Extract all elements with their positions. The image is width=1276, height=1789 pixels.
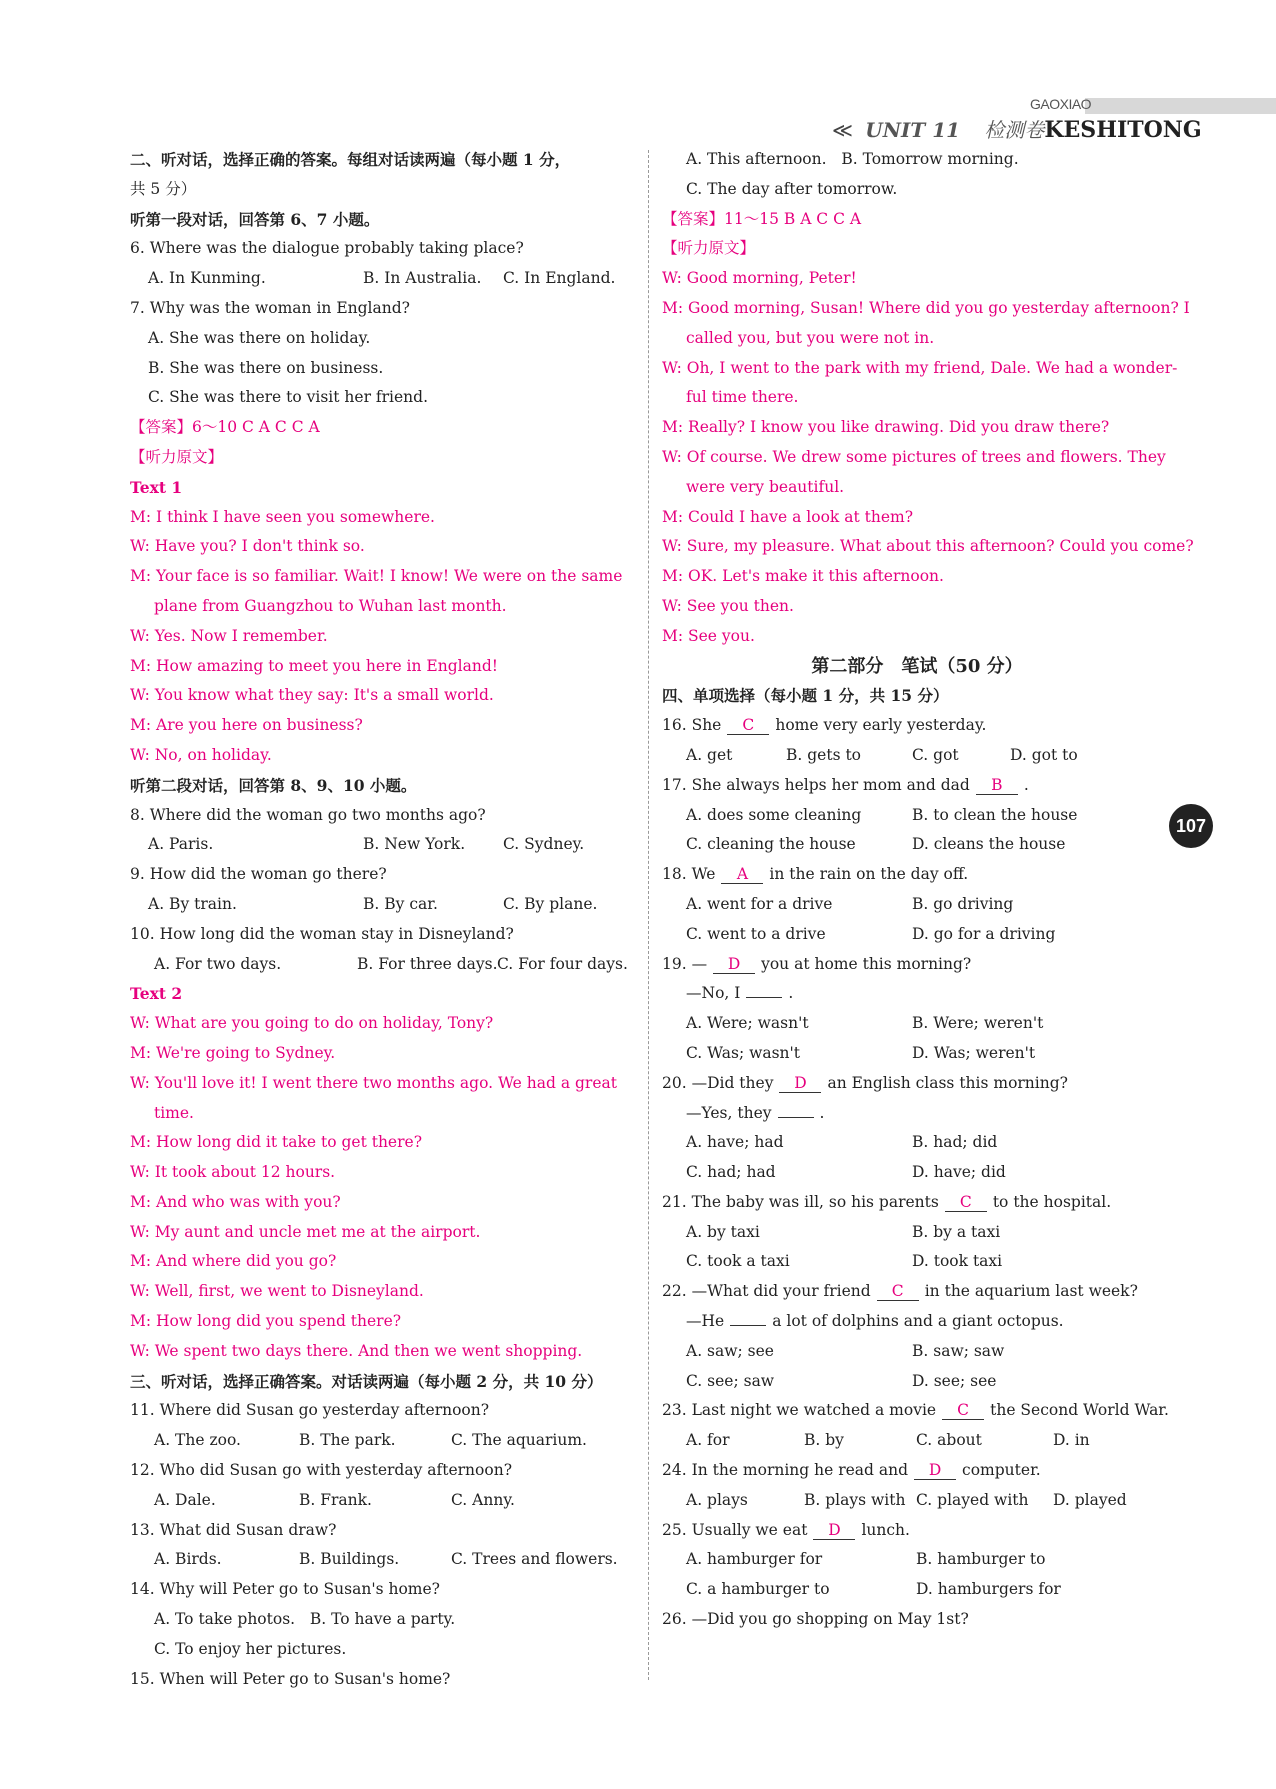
question: 12. Who did Susan go with yesterday afternoon? — [130, 1461, 512, 1480]
option: C. Anny. — [451, 1490, 515, 1509]
option: B. New York. — [363, 835, 466, 854]
script-line: called you, but you were not in. — [686, 328, 935, 347]
left-column — [130, 145, 635, 1694]
answer-blank: C — [942, 1401, 984, 1420]
script-line: W: Good morning, Peter! — [662, 269, 857, 288]
options: A. hamburger for B. hamburger to — [686, 1550, 1046, 1569]
option: C. By plane. — [503, 894, 598, 913]
option: C. She was there to visit her friend. — [148, 388, 429, 407]
column-divider — [648, 150, 649, 1680]
question: 19. — D you at home this morning? — [662, 954, 972, 973]
unit-label: UNIT 11 — [865, 118, 961, 142]
options: A. saw; see B. saw; saw — [686, 1341, 1005, 1360]
section-title: 二、听对话，选择正确的答案。每组对话读两遍（每小题 1 分， — [130, 150, 571, 169]
question: 10. How long did the woman stay in Disneyland? — [130, 924, 514, 943]
question: 20. —Did they D an English class this morning? — [662, 1073, 1068, 1092]
answer-key: 【答案】6～10 C A C C A — [130, 418, 320, 437]
answer-blank: C — [945, 1193, 987, 1212]
option: B. In Australia. — [363, 269, 482, 288]
script-line: W: You know what they say: It's a small world. — [130, 686, 494, 705]
answer-blank: D — [713, 955, 755, 974]
script-line: W: See you then. — [662, 596, 794, 615]
script-line: time. — [154, 1103, 194, 1122]
question: 18. We A in the rain on the day off. — [662, 865, 969, 884]
question: 11. Where did Susan go yesterday afternoon? — [130, 1401, 490, 1420]
question: 8. Where did the woman go two months ago? — [130, 805, 486, 824]
options: A. does some cleaning B. to clean the house — [686, 805, 1078, 824]
options: C. see; saw D. see; see — [686, 1371, 997, 1390]
script-line: W: We spent two days there. And then we went shopping. — [130, 1341, 583, 1360]
option: A. By train. — [148, 894, 237, 913]
answer-key: 【答案】11～15 B A C C A — [662, 209, 862, 228]
options — [130, 890, 635, 920]
script-line: W: Have you? I don't think so. — [130, 537, 365, 556]
header-small-text: GAOXIAO — [1030, 96, 1092, 112]
empty-blank — [778, 1117, 814, 1118]
options: A. Were; wasn't B. Were; weren't — [686, 1014, 1044, 1033]
option: C. To enjoy her pictures. — [154, 1639, 347, 1658]
option: B. She was there on business. — [148, 358, 384, 377]
option: B. Frank. — [299, 1490, 372, 1509]
options — [130, 950, 635, 980]
answer-blank: D — [813, 1521, 855, 1540]
option: B. Buildings. — [299, 1550, 400, 1569]
options: C. took a taxi D. took taxi — [686, 1252, 1003, 1271]
option: C. In England. — [503, 269, 616, 288]
options: A. plays B. plays with C. played with D. played — [686, 1490, 1127, 1509]
answer-blank: D — [914, 1461, 956, 1480]
empty-blank — [746, 997, 782, 998]
script-label: 【听力原文】 — [130, 447, 224, 466]
text-label: Text 1 — [130, 477, 183, 497]
reply-line: —He a lot of dolphins and a giant octopus. — [686, 1312, 1064, 1331]
options: A. have; had B. had; did — [686, 1133, 998, 1152]
script-line: M: Are you here on business? — [130, 716, 363, 735]
script-line: M: Good morning, Susan! Where did you go yesterday afternoon? I — [662, 298, 1190, 317]
script-line: ful time there. — [686, 388, 799, 407]
script-line: M: How long did it take to get there? — [130, 1133, 423, 1152]
option: A. In Kunming. — [148, 269, 266, 288]
option: C. Sydney. — [503, 835, 585, 854]
empty-blank — [730, 1325, 766, 1326]
script-line: M: How long did you spend there? — [130, 1312, 402, 1331]
question: 9. How did the woman go there? — [130, 865, 387, 884]
options: C. had; had D. have; did — [686, 1163, 1006, 1182]
question: 21. The baby was ill, so his parents C to the hospital. — [662, 1192, 1112, 1211]
options: A. went for a drive B. go driving — [686, 894, 1014, 913]
script-line: M: I think I have seen you somewhere. — [130, 507, 435, 526]
script-line: M: OK. Let's make it this afternoon. — [662, 567, 944, 586]
script-label: 【听力原文】 — [662, 239, 756, 258]
script-line: W: You'll love it! I went there two months ago. We had a great — [130, 1073, 617, 1092]
section-title: 四、单项选择（每小题 1 分，共 15 分） — [662, 686, 949, 706]
question: 26. —Did you go shopping on May 1st? — [662, 1610, 969, 1629]
brand: KESHITONG — [1044, 117, 1202, 143]
option: A. Dale. — [154, 1490, 216, 1509]
script-line: W: Sure, my pleasure. What about this afternoon? Could you come? — [662, 537, 1194, 556]
options — [130, 1545, 635, 1575]
text-label: Text 2 — [130, 984, 183, 1004]
script-line: W: What are you going to do on holiday, Tony? — [130, 1014, 494, 1033]
option: C. Trees and flowers. — [451, 1550, 618, 1569]
double-arrow-icon: ≪ — [832, 118, 853, 142]
script-line: W: Well, first, we went to Disneyland. — [130, 1282, 424, 1301]
option: B. For three days. — [357, 954, 498, 973]
option: C. For four days. — [497, 954, 628, 973]
script-line: M: And who was with you? — [130, 1192, 341, 1211]
answer-blank: C — [877, 1282, 919, 1301]
options: C. Was; wasn't D. Was; weren't — [686, 1043, 1036, 1062]
script-line: M: How amazing to meet you here in England! — [130, 656, 498, 675]
option: C. The aquarium. — [451, 1431, 587, 1450]
options — [130, 1486, 635, 1516]
options — [130, 1426, 635, 1456]
option: A. Paris. — [148, 835, 214, 854]
script-line: M: We're going to Sydney. — [130, 1043, 336, 1062]
dialogue-intro: 听第一段对话，回答第 6、7 小题。 — [130, 209, 380, 229]
script-line: M: Could I have a look at them? — [662, 507, 914, 526]
script-line: W: My aunt and uncle met me at the airport. — [130, 1222, 481, 1241]
question: 24. In the morning he read and D computer. — [662, 1461, 1041, 1480]
options: A. for B. by C. about D. in — [686, 1431, 1090, 1450]
script-line: W: Oh, I went to the park with my friend, Dale. We had a wonder- — [662, 358, 1178, 377]
reply-line: —No, I . — [686, 984, 794, 1003]
question: 7. Why was the woman in England? — [130, 298, 410, 317]
question: 25. Usually we eat D lunch. — [662, 1520, 910, 1539]
script-line: W: Yes. Now I remember. — [130, 626, 328, 645]
script-line: W: It took about 12 hours. — [130, 1163, 336, 1182]
question: 14. Why will Peter go to Susan's home? — [130, 1580, 440, 1599]
option: B. By car. — [363, 894, 438, 913]
answer-blank: B — [976, 776, 1018, 795]
option: A. For two days. — [154, 954, 282, 973]
question: 16. She C home very early yesterday. — [662, 716, 987, 735]
option: A. This afternoon. B. Tomorrow morning. — [686, 150, 1019, 168]
dialogue-intro: 听第二段对话，回答第 8、9、10 小题。 — [130, 775, 417, 795]
running-header — [832, 114, 1202, 143]
question: 15. When will Peter go to Susan's home? — [130, 1669, 451, 1688]
options — [130, 264, 635, 294]
options: C. went to a drive D. go for a driving — [686, 924, 1056, 943]
header-bar — [1085, 98, 1276, 114]
script-line: W: No, on holiday. — [130, 745, 272, 764]
page-number-badge: 107 — [1169, 804, 1213, 848]
option: B. The park. — [299, 1431, 396, 1450]
script-line: M: See you. — [662, 626, 755, 645]
script-line: M: Your face is so familiar. Wait! I know! We were on the same — [130, 567, 623, 586]
script-line: M: And where did you go? — [130, 1252, 337, 1271]
question: 6. Where was the dialogue probably taking place? — [130, 239, 524, 258]
option: A. She was there on holiday. — [148, 328, 371, 347]
section-title: 三、听对话，选择正确答案。对话读两遍（每小题 2 分，共 10 分） — [130, 1371, 603, 1391]
question: 13. What did Susan draw? — [130, 1520, 337, 1539]
script-line: W: Of course. We drew some pictures of trees and flowers. They — [662, 447, 1166, 466]
question: 22. —What did your friend C in the aquarium last week? — [662, 1282, 1138, 1301]
options: C. a hamburger to D. hamburgers for — [686, 1580, 1061, 1599]
script-line: plane from Guangzhou to Wuhan last month. — [154, 596, 507, 615]
part-title: 第二部分 笔试（50 分） — [811, 655, 1023, 677]
question: 23. Last night we watched a movie C the Second World War. — [662, 1401, 1169, 1420]
script-line: M: Really? I know you like drawing. Did you draw there? — [662, 418, 1110, 437]
question: 17. She always helps her mom and dad B . — [662, 775, 1029, 794]
reply-line: —Yes, they . — [686, 1103, 825, 1122]
answer-blank: D — [779, 1074, 821, 1093]
options: A. get B. gets to C. got D. got to — [686, 745, 1078, 764]
options — [130, 830, 635, 860]
option: A. To take photos. B. To have a party. — [154, 1610, 456, 1629]
options: C. cleaning the house D. cleans the house — [686, 835, 1066, 854]
header-cn: 检测卷 — [984, 118, 1045, 142]
options: A. by taxi B. by a taxi — [686, 1222, 1001, 1241]
option: A. The zoo. — [154, 1431, 241, 1450]
script-line: were very beautiful. — [686, 477, 845, 496]
option: C. The day after tomorrow. — [686, 179, 898, 198]
option: A. Birds. — [154, 1550, 222, 1569]
answer-blank: A — [721, 865, 763, 884]
section-title-cont: 共 5 分） — [130, 179, 197, 198]
answer-blank: C — [727, 716, 769, 735]
